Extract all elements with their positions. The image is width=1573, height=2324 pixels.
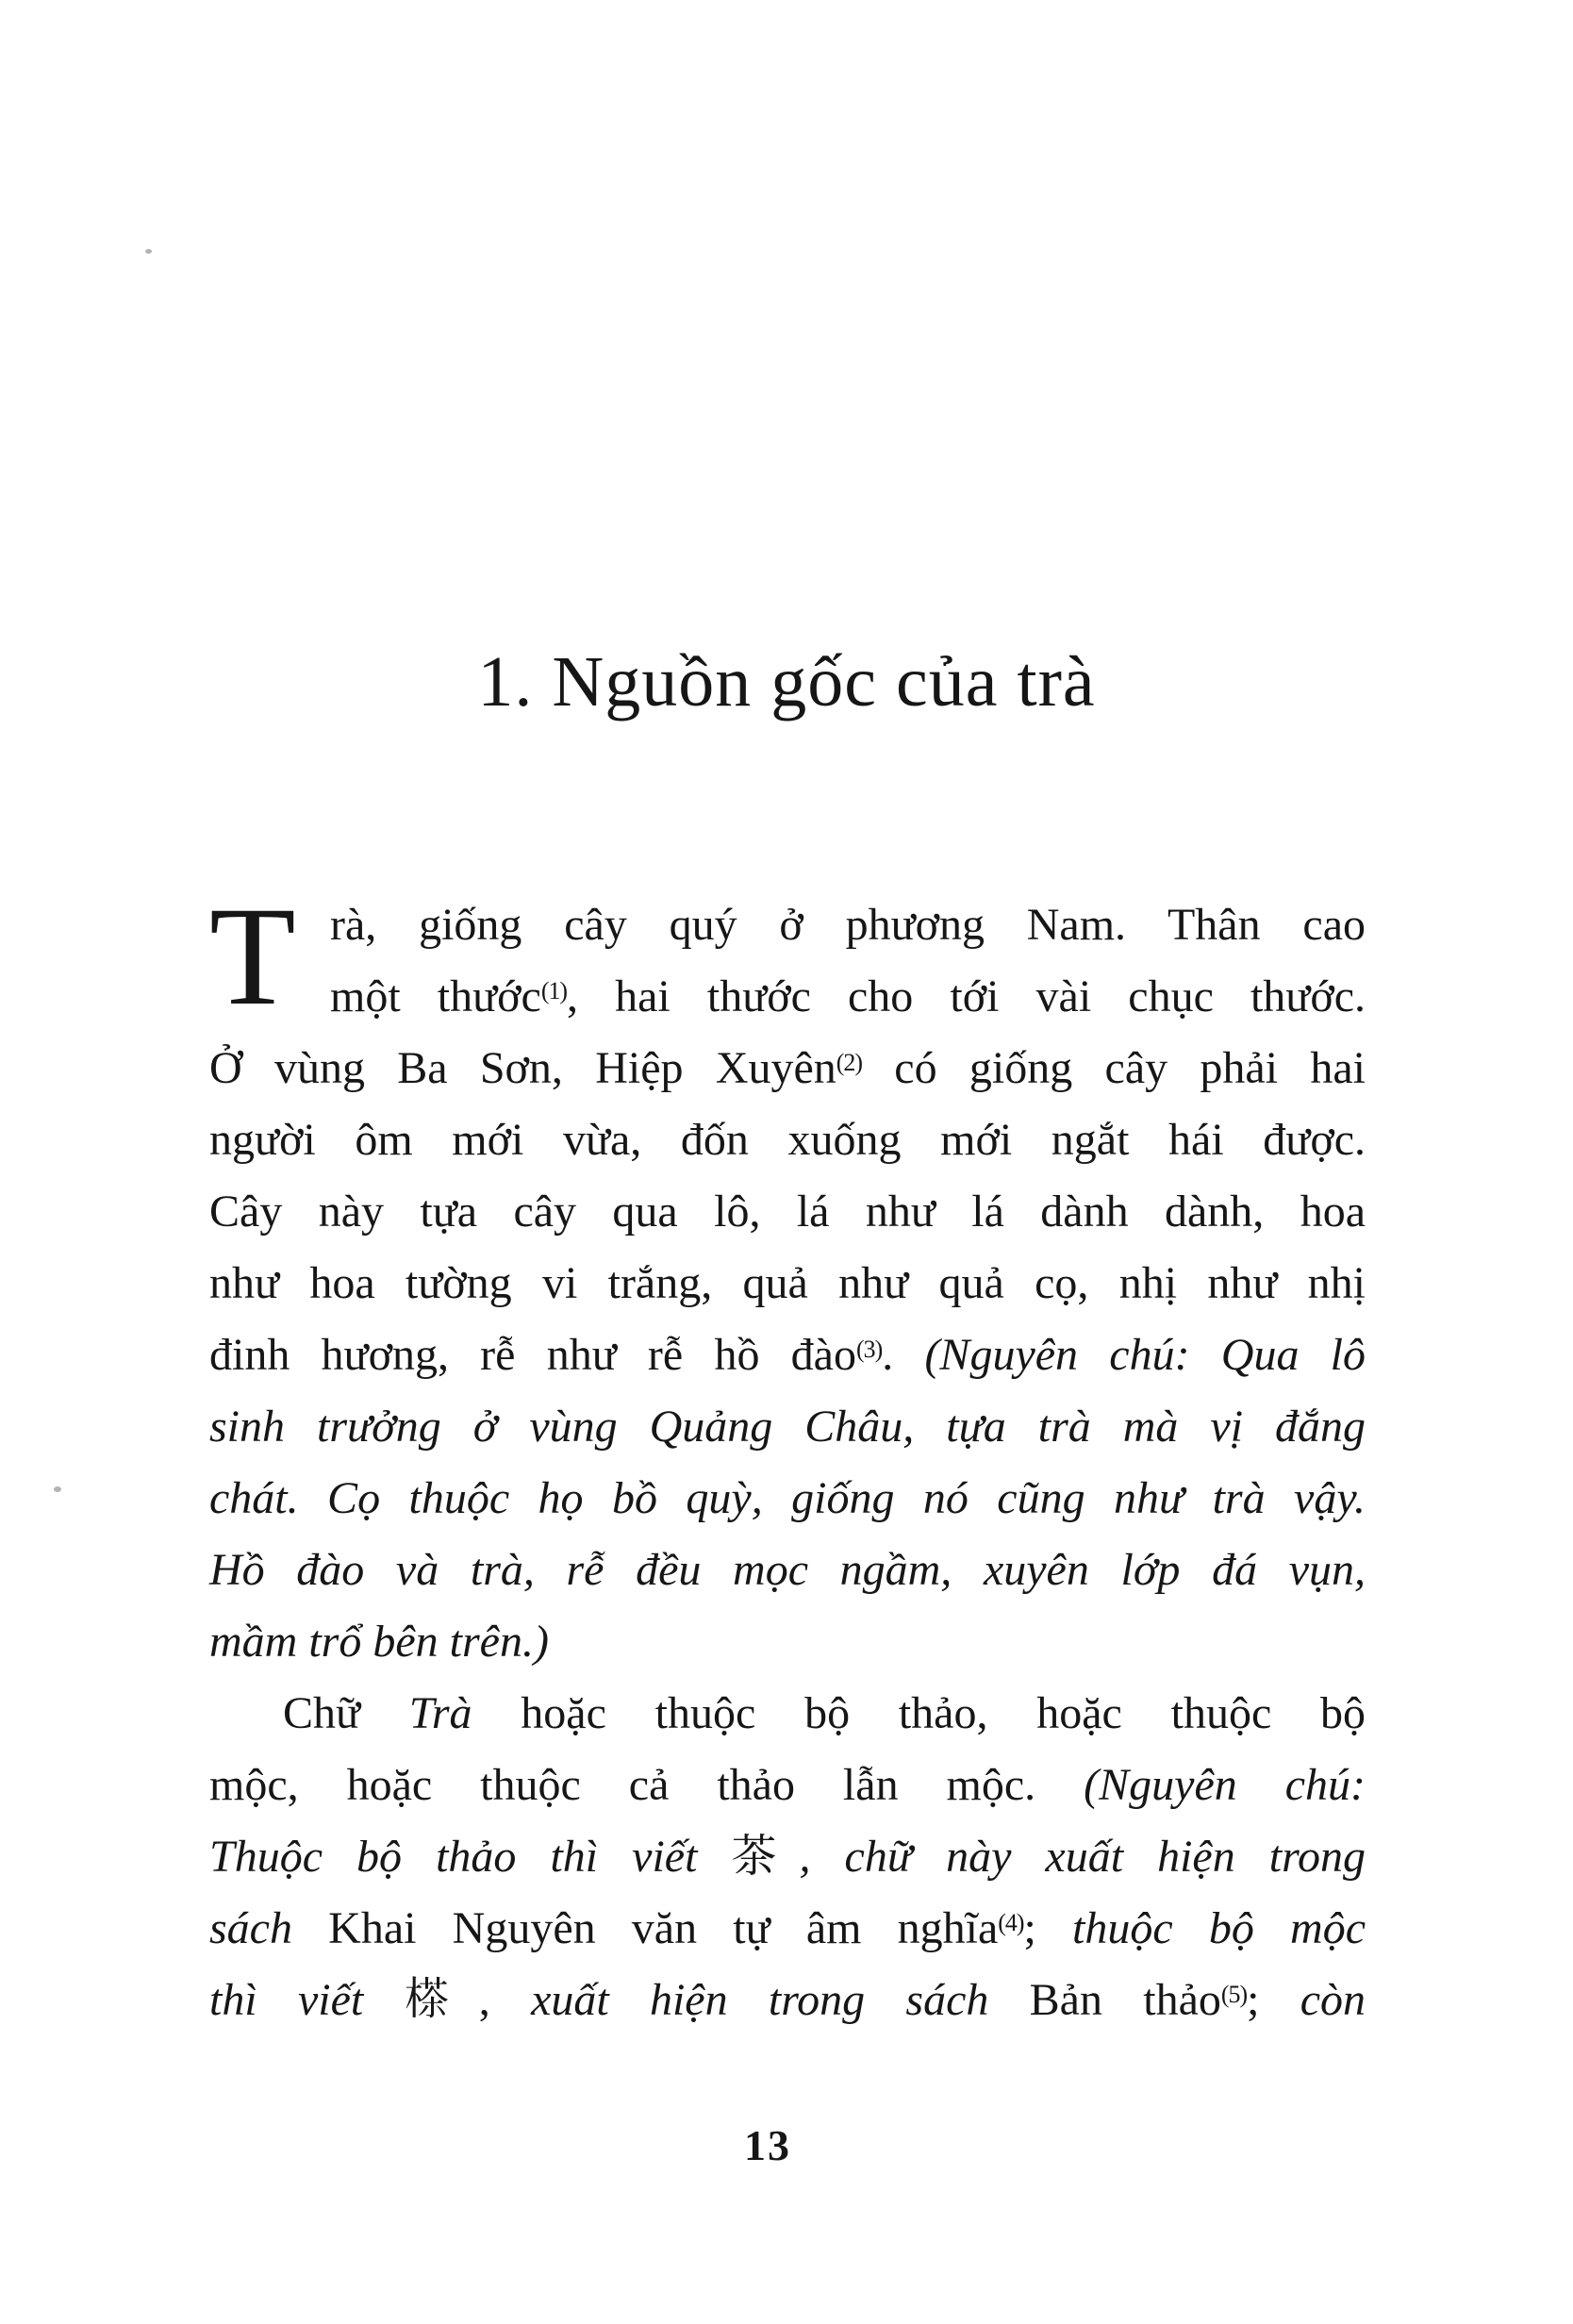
text-segment: một thước xyxy=(330,971,541,1021)
text-line xyxy=(209,1391,1366,1463)
text-segment: thì viết xyxy=(209,1975,405,2025)
text-segment: 𣗪 xyxy=(404,1975,479,2025)
text-segment: ; xyxy=(1023,1903,1073,1953)
text-line xyxy=(209,1176,1366,1248)
text-line xyxy=(209,1535,1366,1606)
text-segment: Khai Nguyên văn tự âm nghĩa xyxy=(328,1903,999,1953)
text-segment: rà, giống cây quý ở phương Nam. Thân cao xyxy=(330,900,1366,950)
text-segment: sinh trưởng ở vùng Quảng Châu, tựa trà mà vị đắng xyxy=(209,1402,1366,1452)
paragraph xyxy=(209,878,1366,1678)
text-segment: đinh hương, rễ như rễ hồ đào xyxy=(209,1330,856,1380)
text-line xyxy=(209,1104,1366,1176)
text-segment: thuộc bộ mộc xyxy=(1072,1903,1366,1953)
footnote-marker: (1) xyxy=(540,977,568,1005)
text-segment: (Nguyên chú: Qua lô xyxy=(924,1330,1366,1380)
body-text xyxy=(209,878,1366,2036)
text-segment: Trà xyxy=(408,1688,472,1738)
page-number: 13 xyxy=(744,2121,791,2169)
text-line xyxy=(209,1821,1366,1893)
text-line xyxy=(209,1463,1366,1535)
chapter-title: 1. Nguồn gốc của trà xyxy=(477,642,1096,722)
text-segment: , chữ này xuất hiện trong xyxy=(799,1832,1366,1882)
text-line xyxy=(209,1248,1366,1320)
text-line xyxy=(209,1606,1366,1678)
text-segment: Ở vùng Ba Sơn, Hiệp Xuyên xyxy=(209,1043,836,1093)
text-segment: . xyxy=(882,1330,925,1380)
text-segment: , hai thước cho tới vài chục thước. xyxy=(567,971,1366,1021)
text-segment: như hoa tường vi trắng, quả như quả cọ, nhị như nhị xyxy=(209,1258,1366,1308)
text-segment: , xyxy=(478,1975,532,2025)
footnote-marker: (4) xyxy=(998,1909,1024,1937)
text-segment: Chữ xyxy=(283,1688,409,1738)
scan-speck xyxy=(145,249,152,254)
text-line xyxy=(209,889,1366,961)
text-line xyxy=(209,1893,1366,1965)
text-line xyxy=(209,1033,1366,1104)
scan-speck xyxy=(54,1486,61,1492)
text-line xyxy=(209,1678,1366,1750)
text-segment: (Nguyên chú: xyxy=(1084,1760,1366,1810)
text-line xyxy=(209,1750,1366,1821)
paragraph xyxy=(209,1678,1366,2036)
text-segment: Bản thảo xyxy=(1029,1975,1221,2025)
text-segment: Thuộc bộ thảo thì viết xyxy=(209,1832,732,1882)
text-segment: có giống cây phải hai xyxy=(862,1043,1366,1093)
drop-cap: T xyxy=(209,878,296,1035)
text-line xyxy=(209,961,1366,1033)
text-segment: Cây này tựa cây qua lô, lá như lá dành dành, hoa xyxy=(209,1187,1366,1237)
footnote-marker: (5) xyxy=(1220,1981,1248,2009)
text-segment: xuất hiện trong sách xyxy=(531,1975,1030,2025)
text-segment: Hồ đào và trà, rễ đều mọc ngầm, xuyên lớp đá vụn, xyxy=(209,1545,1366,1595)
text-segment: còn xyxy=(1300,1975,1366,2025)
text-segment: ; xyxy=(1247,1975,1300,2025)
footnote-marker: (3) xyxy=(855,1336,883,1364)
text-line xyxy=(209,1965,1366,2036)
text-segment: sách xyxy=(209,1903,329,1953)
text-segment: hoặc thuộc bộ thảo, hoặc thuộc bộ xyxy=(472,1688,1366,1738)
text-segment: người ôm mới vừa, đốn xuống mới ngắt hái được. xyxy=(209,1115,1366,1165)
text-segment: chát. Cọ thuộc họ bồ quỳ, giống nó cũng như trà vậy. xyxy=(209,1473,1366,1523)
text-segment: mầm trổ bên trên.) xyxy=(209,1617,549,1667)
footnote-marker: (2) xyxy=(836,1049,863,1077)
text-segment: 茶 xyxy=(731,1832,800,1882)
text-segment: mộc, hoặc thuộc cả thảo lẫn mộc. xyxy=(209,1760,1085,1810)
text-line xyxy=(209,1320,1366,1391)
